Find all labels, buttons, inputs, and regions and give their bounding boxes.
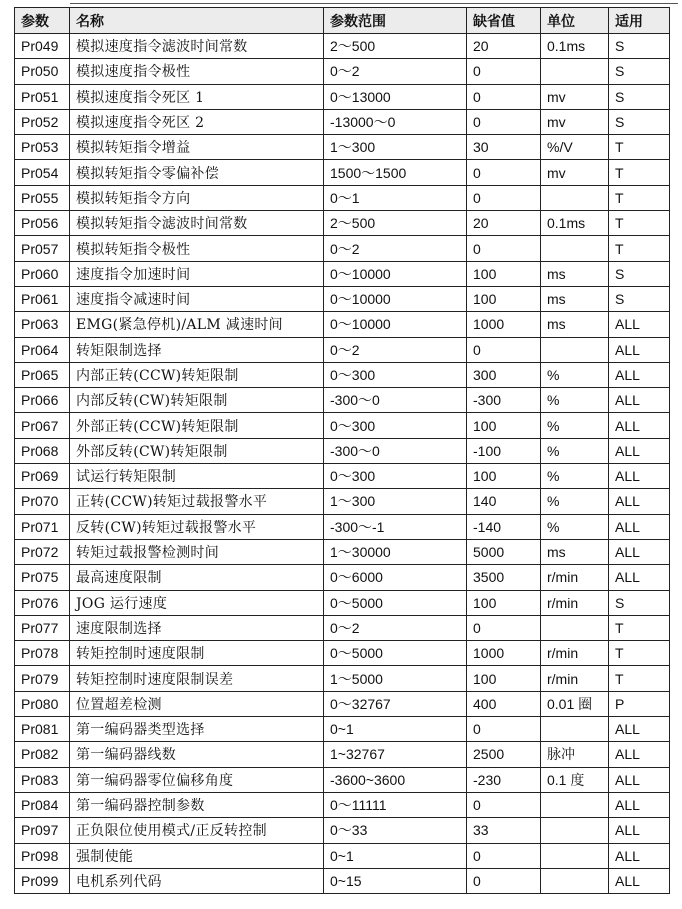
cell-default: 33 xyxy=(467,818,541,843)
cell-range: 0～2 xyxy=(324,615,467,640)
cell-code: Pr078 xyxy=(15,641,70,666)
cell-range: 0～2 xyxy=(324,337,467,362)
cell-code: Pr084 xyxy=(15,792,70,817)
cell-range: -3600~3600 xyxy=(324,767,467,792)
cell-code: Pr049 xyxy=(15,34,70,59)
cell-code: Pr051 xyxy=(15,84,70,109)
cell-name: 正负限位使用模式/正反转控制 xyxy=(70,818,324,843)
cell-unit: % xyxy=(541,413,609,438)
cell-applies: ALL xyxy=(609,464,670,489)
cell-name: 位置超差检测 xyxy=(70,691,324,716)
cell-range: 0～10000 xyxy=(324,312,467,337)
cell-range: 0~1 xyxy=(324,843,467,868)
table-row xyxy=(15,413,670,438)
cell-range: 0～300 xyxy=(324,413,467,438)
cell-unit: % xyxy=(541,489,609,514)
cell-code: Pr052 xyxy=(15,109,70,134)
cell-name: 内部正转(CCW)转矩限制 xyxy=(70,362,324,387)
cell-default: 1000 xyxy=(467,641,541,666)
cell-range: 0～5000 xyxy=(324,590,467,615)
cell-range: 0~1 xyxy=(324,717,467,742)
cell-unit: % xyxy=(541,514,609,539)
cell-name: 速度限制选择 xyxy=(70,615,324,640)
header-applies: 适用 xyxy=(609,8,670,34)
table-row xyxy=(15,792,670,817)
cell-range: 0～5000 xyxy=(324,641,467,666)
table-row xyxy=(15,818,670,843)
cell-range: -300～0 xyxy=(324,388,467,413)
cell-applies: T xyxy=(609,641,670,666)
cell-applies: S xyxy=(609,286,670,311)
table-row xyxy=(15,211,670,236)
cell-name: 模拟速度指令滤波时间常数 xyxy=(70,34,324,59)
cell-default: 100 xyxy=(467,666,541,691)
cell-name: 转矩控制时速度限制误差 xyxy=(70,666,324,691)
header-row xyxy=(15,8,670,34)
table-row xyxy=(15,160,670,185)
cell-default: 0 xyxy=(467,717,541,742)
cell-code: Pr069 xyxy=(15,464,70,489)
table-row xyxy=(15,666,670,691)
cell-applies: ALL xyxy=(609,717,670,742)
table-body xyxy=(15,34,670,894)
cell-code: Pr064 xyxy=(15,337,70,362)
cell-unit: ms xyxy=(541,312,609,337)
cell-code: Pr076 xyxy=(15,590,70,615)
cell-default: 0 xyxy=(467,185,541,210)
cell-range: 1～300 xyxy=(324,489,467,514)
cell-default: 0 xyxy=(467,868,541,893)
cell-unit xyxy=(541,818,609,843)
cell-name: 模拟转矩指令增益 xyxy=(70,135,324,160)
cell-applies: ALL xyxy=(609,438,670,463)
cell-applies: ALL xyxy=(609,742,670,767)
cell-code: Pr083 xyxy=(15,767,70,792)
table-row xyxy=(15,691,670,716)
cell-unit: % xyxy=(541,362,609,387)
cell-code: Pr081 xyxy=(15,717,70,742)
cell-unit: ms xyxy=(541,286,609,311)
cell-applies: S xyxy=(609,59,670,84)
table-row xyxy=(15,868,670,893)
cell-code: Pr061 xyxy=(15,286,70,311)
cell-unit: %/V xyxy=(541,135,609,160)
cell-unit: 0.1 度 xyxy=(541,767,609,792)
cell-range: -13000～0 xyxy=(324,109,467,134)
cell-unit: r/min xyxy=(541,590,609,615)
cell-unit: % xyxy=(541,464,609,489)
cell-unit: mv xyxy=(541,109,609,134)
cell-range: 0～6000 xyxy=(324,565,467,590)
cell-default: -140 xyxy=(467,514,541,539)
cell-applies: T xyxy=(609,135,670,160)
cell-default: 0 xyxy=(467,337,541,362)
cell-default: 0 xyxy=(467,59,541,84)
cell-code: Pr065 xyxy=(15,362,70,387)
cell-unit xyxy=(541,615,609,640)
cell-applies: T xyxy=(609,236,670,261)
cell-applies: ALL xyxy=(609,362,670,387)
cell-default: 140 xyxy=(467,489,541,514)
cell-code: Pr055 xyxy=(15,185,70,210)
table-row xyxy=(15,767,670,792)
cell-applies: S xyxy=(609,261,670,286)
cell-unit: ms xyxy=(541,261,609,286)
cell-code: Pr080 xyxy=(15,691,70,716)
cell-unit: 脉冲 xyxy=(541,742,609,767)
cell-code: Pr050 xyxy=(15,59,70,84)
cell-applies: S xyxy=(609,84,670,109)
table-row xyxy=(15,312,670,337)
cell-unit xyxy=(541,59,609,84)
cell-range: 0～300 xyxy=(324,362,467,387)
cell-range: 0～10000 xyxy=(324,261,467,286)
table-row xyxy=(15,489,670,514)
table-row xyxy=(15,742,670,767)
cell-code: Pr066 xyxy=(15,388,70,413)
cell-default: 0 xyxy=(467,236,541,261)
cell-applies: T xyxy=(609,615,670,640)
cell-default: 20 xyxy=(467,211,541,236)
cell-default: 100 xyxy=(467,590,541,615)
table-row xyxy=(15,135,670,160)
cell-unit: r/min xyxy=(541,641,609,666)
table-row xyxy=(15,843,670,868)
cell-code: Pr082 xyxy=(15,742,70,767)
table-row xyxy=(15,464,670,489)
cell-unit: % xyxy=(541,388,609,413)
cell-default: -230 xyxy=(467,767,541,792)
table-row xyxy=(15,641,670,666)
table-row xyxy=(15,362,670,387)
cell-name: 内部反转(CW)转矩限制 xyxy=(70,388,324,413)
cell-default: 100 xyxy=(467,286,541,311)
cell-name: 模拟速度指令死区 1 xyxy=(70,84,324,109)
cell-code: Pr099 xyxy=(15,868,70,893)
cell-default: 0 xyxy=(467,792,541,817)
cell-name: 第一编码器零位偏移角度 xyxy=(70,767,324,792)
cell-default: 0 xyxy=(467,84,541,109)
cell-range: -300～-1 xyxy=(324,514,467,539)
cell-applies: T xyxy=(609,185,670,210)
cell-code: Pr075 xyxy=(15,565,70,590)
cell-range: 0～2 xyxy=(324,59,467,84)
cell-name: 第一编码器类型选择 xyxy=(70,717,324,742)
cell-unit xyxy=(541,843,609,868)
cell-range: -300～0 xyxy=(324,438,467,463)
header-code: 参数 xyxy=(15,8,70,34)
table-row xyxy=(15,615,670,640)
cell-unit: 0.1ms xyxy=(541,34,609,59)
cell-applies: ALL xyxy=(609,843,670,868)
cell-name: 最高速度限制 xyxy=(70,565,324,590)
cell-applies: S xyxy=(609,109,670,134)
cell-name: 外部正转(CCW)转矩限制 xyxy=(70,413,324,438)
cell-code: Pr077 xyxy=(15,615,70,640)
cell-name: EMG(紧急停机)/ALM 减速时间 xyxy=(70,312,324,337)
cell-default: -100 xyxy=(467,438,541,463)
parameter-table xyxy=(14,7,670,894)
cell-code: Pr054 xyxy=(15,160,70,185)
header-range: 参数范围 xyxy=(324,8,467,34)
cell-default: 5000 xyxy=(467,539,541,564)
cell-code: Pr068 xyxy=(15,438,70,463)
table-row xyxy=(15,565,670,590)
cell-applies: ALL xyxy=(609,312,670,337)
table-row xyxy=(15,286,670,311)
cell-code: Pr057 xyxy=(15,236,70,261)
cell-applies: P xyxy=(609,691,670,716)
cell-code: Pr071 xyxy=(15,514,70,539)
table-row xyxy=(15,717,670,742)
cell-name: 试运行转矩限制 xyxy=(70,464,324,489)
cell-range: 1～5000 xyxy=(324,666,467,691)
cell-unit: % xyxy=(541,438,609,463)
cell-code: Pr067 xyxy=(15,413,70,438)
cell-unit: 0.01 圈 xyxy=(541,691,609,716)
table-row xyxy=(15,59,670,84)
table-row xyxy=(15,185,670,210)
table-row xyxy=(15,539,670,564)
cell-unit: r/min xyxy=(541,666,609,691)
cell-range: 0～13000 xyxy=(324,84,467,109)
cell-name: 模拟速度指令极性 xyxy=(70,59,324,84)
cell-range: 0～2 xyxy=(324,236,467,261)
cell-name: 第一编码器线数 xyxy=(70,742,324,767)
cell-unit: ms xyxy=(541,539,609,564)
cell-name: 电机系列代码 xyxy=(70,868,324,893)
cell-name: 反转(CW)转矩过载报警水平 xyxy=(70,514,324,539)
cell-name: 模拟转矩指令零偏补偿 xyxy=(70,160,324,185)
cell-default: 100 xyxy=(467,464,541,489)
cell-code: Pr072 xyxy=(15,539,70,564)
cell-name: 速度指令加速时间 xyxy=(70,261,324,286)
cell-name: 速度指令减速时间 xyxy=(70,286,324,311)
cell-default: 3500 xyxy=(467,565,541,590)
cell-range: 0～10000 xyxy=(324,286,467,311)
cell-code: Pr053 xyxy=(15,135,70,160)
cell-code: Pr079 xyxy=(15,666,70,691)
cell-range: 1～300 xyxy=(324,135,467,160)
cell-applies: S xyxy=(609,590,670,615)
cell-code: Pr063 xyxy=(15,312,70,337)
table-row xyxy=(15,388,670,413)
cell-default: 1000 xyxy=(467,312,541,337)
cell-code: Pr060 xyxy=(15,261,70,286)
cell-default: 400 xyxy=(467,691,541,716)
cell-name: 模拟转矩指令滤波时间常数 xyxy=(70,211,324,236)
cell-name: 正转(CCW)转矩过载报警水平 xyxy=(70,489,324,514)
cell-unit: mv xyxy=(541,160,609,185)
header-name: 名称 xyxy=(70,8,324,34)
cell-default: 300 xyxy=(467,362,541,387)
cell-range: 1～30000 xyxy=(324,539,467,564)
cell-unit: 0.1ms xyxy=(541,211,609,236)
cell-name: 模拟速度指令死区 2 xyxy=(70,109,324,134)
cell-name: 强制使能 xyxy=(70,843,324,868)
table-row xyxy=(15,590,670,615)
cell-unit: r/min xyxy=(541,565,609,590)
cell-applies: ALL xyxy=(609,767,670,792)
cell-range: 2～500 xyxy=(324,34,467,59)
cell-default: 0 xyxy=(467,843,541,868)
cell-name: 模拟转矩指令极性 xyxy=(70,236,324,261)
cell-name: JOG 运行速度 xyxy=(70,590,324,615)
table-row xyxy=(15,109,670,134)
cell-default: 20 xyxy=(467,34,541,59)
cell-applies: ALL xyxy=(609,388,670,413)
cell-range: 0～32767 xyxy=(324,691,467,716)
cell-code: Pr097 xyxy=(15,818,70,843)
cell-unit: mv xyxy=(541,84,609,109)
cell-default: 100 xyxy=(467,413,541,438)
cell-range: 0～1 xyxy=(324,185,467,210)
cell-default: 2500 xyxy=(467,742,541,767)
cell-unit xyxy=(541,717,609,742)
cell-range: 0～300 xyxy=(324,464,467,489)
cell-name: 第一编码器控制参数 xyxy=(70,792,324,817)
header-unit: 单位 xyxy=(541,8,609,34)
cell-code: Pr098 xyxy=(15,843,70,868)
cell-unit xyxy=(541,792,609,817)
cell-applies: ALL xyxy=(609,413,670,438)
cell-applies: T xyxy=(609,666,670,691)
cell-applies: ALL xyxy=(609,565,670,590)
cell-applies: ALL xyxy=(609,539,670,564)
cell-unit xyxy=(541,236,609,261)
cell-unit xyxy=(541,185,609,210)
cell-applies: ALL xyxy=(609,868,670,893)
table-row xyxy=(15,337,670,362)
cell-applies: S xyxy=(609,34,670,59)
cell-default: 0 xyxy=(467,160,541,185)
cell-range: 0～11111 xyxy=(324,792,467,817)
cell-applies: ALL xyxy=(609,818,670,843)
cell-name: 外部反转(CW)转矩限制 xyxy=(70,438,324,463)
cell-unit xyxy=(541,337,609,362)
cell-applies: T xyxy=(609,211,670,236)
cell-range: 0~15 xyxy=(324,868,467,893)
cell-name: 模拟转矩指令方向 xyxy=(70,185,324,210)
cell-applies: T xyxy=(609,160,670,185)
table-row xyxy=(15,438,670,463)
table-row xyxy=(15,236,670,261)
cell-applies: ALL xyxy=(609,337,670,362)
cell-applies: ALL xyxy=(609,514,670,539)
cell-range: 1~32767 xyxy=(324,742,467,767)
table-row xyxy=(15,261,670,286)
top-rule xyxy=(70,3,678,4)
header-default: 缺省值 xyxy=(467,8,541,34)
cell-unit xyxy=(541,868,609,893)
cell-default: -300 xyxy=(467,388,541,413)
cell-applies: ALL xyxy=(609,489,670,514)
cell-name: 转矩过载报警检测时间 xyxy=(70,539,324,564)
cell-name: 转矩限制选择 xyxy=(70,337,324,362)
cell-range: 0～33 xyxy=(324,818,467,843)
cell-default: 30 xyxy=(467,135,541,160)
table-row xyxy=(15,84,670,109)
cell-range: 1500～1500 xyxy=(324,160,467,185)
cell-name: 转矩控制时速度限制 xyxy=(70,641,324,666)
table-row xyxy=(15,514,670,539)
cell-applies: ALL xyxy=(609,792,670,817)
cell-code: Pr056 xyxy=(15,211,70,236)
cell-code: Pr070 xyxy=(15,489,70,514)
table-row xyxy=(15,34,670,59)
cell-default: 100 xyxy=(467,261,541,286)
cell-default: 0 xyxy=(467,615,541,640)
cell-range: 2～500 xyxy=(324,211,467,236)
cell-default: 0 xyxy=(467,109,541,134)
